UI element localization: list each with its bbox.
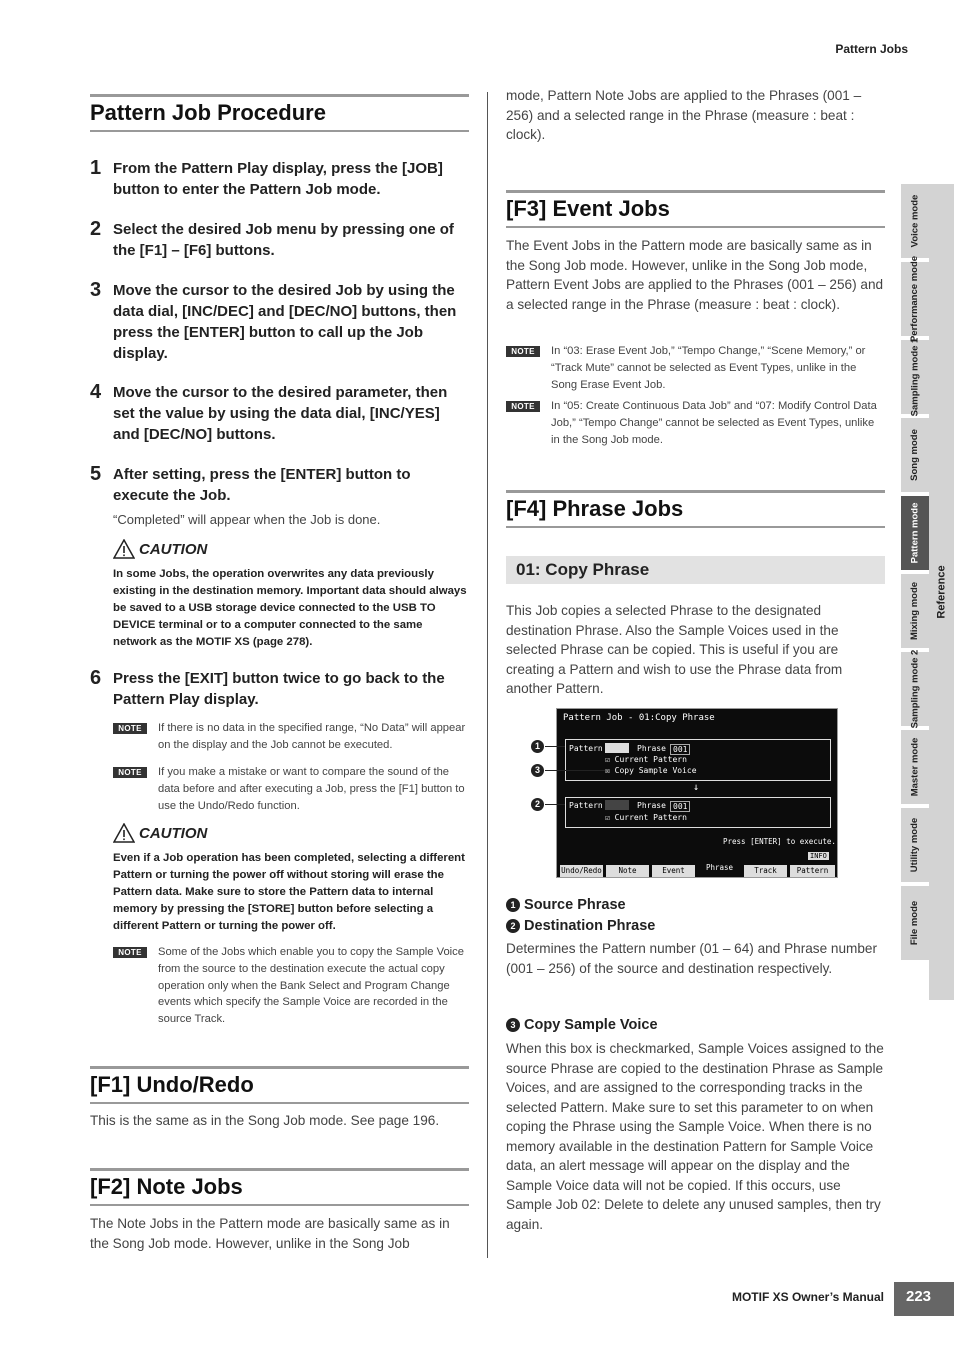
note-icon: NOTE <box>113 723 147 734</box>
section-title-f2: [F2] Note Jobs <box>90 1168 469 1206</box>
step-text: Select the desired Job menu by pressing one of the [F1] – [F6] buttons. <box>113 221 454 259</box>
side-tab-utility[interactable]: Utility mode <box>901 808 929 886</box>
lcd-dst-current-checkbox[interactable]: ☑ Current Pattern <box>605 813 687 822</box>
step-text: After setting, press the [ENTER] button to execute the Job. <box>113 466 411 504</box>
side-tab-sampling-2[interactable]: Sampling mode 2 <box>901 652 929 730</box>
lcd-src-current-checkbox[interactable]: ☑ Current Pattern <box>605 755 687 764</box>
step-number: 2 <box>90 218 102 240</box>
copy-phrase-body: This Job copies a selected Phrase to the designated destination Phrase. Also the Sample Voices used in the selected Phrase can be copied. This is useful if you are creating a Pattern and wish to use the Phrase data from another Pattern. <box>506 603 843 696</box>
caution-heading <box>113 823 207 843</box>
lcd-tab-note[interactable]: Note <box>606 865 649 877</box>
lcd-hint: Press [ENTER] to execute. <box>723 837 836 846</box>
step-number: 3 <box>90 279 102 301</box>
lcd-dst-pattern-label: Pattern <box>569 801 603 810</box>
copy-sample-body: When this box is checkmarked, Sample Voices assigned to the source Phrase are copied to the destination Phrase as Sample Voices, and are assigned to the corresponding tracks in the selected Pattern. Make sure to set this parameter to on when coping the Phrase using the Sample Voice. When there is no memory available in the destination Pattern for Sample Voice data, an alert message will appear on the display and the Sample Voice data will not be copied. If this occurs, use Sample Job 02: Delete to delete any unused samples, then try again. <box>506 1041 884 1232</box>
lcd-info-button[interactable]: INFO <box>810 852 827 860</box>
item-label: Source Phrase <box>524 897 626 913</box>
step-3 <box>90 280 469 364</box>
f2-body-continued: mode, Pattern Note Jobs are applied to the Phrases (001 – 256) and a selected range in the Phrase (measure : beat : clock). <box>506 88 862 142</box>
note <box>506 398 885 448</box>
note <box>113 944 469 1028</box>
step-text: Press the [EXIT] button twice to go back to the Pattern Play display. <box>113 670 445 708</box>
lcd-tab-event[interactable]: Event <box>652 865 695 877</box>
step-2 <box>90 219 469 261</box>
side-nav <box>901 184 929 964</box>
note <box>506 343 885 393</box>
step-number: 4 <box>90 381 102 403</box>
callout-2: 2 <box>531 798 544 811</box>
step-number: 6 <box>90 667 102 689</box>
note-icon: NOTE <box>506 346 540 357</box>
side-tab-file[interactable]: File mode <box>901 886 929 964</box>
step-number: 1 <box>90 157 102 179</box>
item-copy-sample-voice <box>506 1015 658 1036</box>
lcd-tab-track[interactable]: Track <box>744 865 787 877</box>
number-2-icon: 2 <box>506 919 520 933</box>
lcd-title: Pattern Job - 01:Copy Phrase <box>563 713 715 723</box>
section-title-f4: [F4] Phrase Jobs <box>506 490 885 528</box>
number-3-icon: 3 <box>506 1018 520 1032</box>
section-title-f3: [F3] Event Jobs <box>506 190 885 228</box>
callout-3: 3 <box>531 764 544 777</box>
step-text: Move the cursor to the desired Job by using the data dial, [INC/DEC] and [DEC/NO] buttons, then press the [ENTER] button to call up the Job display. <box>113 282 457 362</box>
subsection-title-copy-phrase: 01: Copy Phrase <box>506 556 885 584</box>
column-divider <box>487 92 488 1258</box>
callout-line <box>545 746 565 747</box>
caution-label: CAUTION <box>139 824 208 842</box>
lcd-tab-pattern[interactable]: Pattern <box>790 865 835 877</box>
note <box>113 764 469 814</box>
step-6 <box>90 668 469 710</box>
page-number: 223 <box>894 1282 954 1316</box>
step-text: From the Pattern Play display, press the [JOB] button to enter the Pattern Job mode. <box>113 160 443 198</box>
lcd-tab-phrase[interactable]: Phrase <box>698 862 741 874</box>
side-tab-pattern[interactable]: Pattern mode <box>901 496 929 574</box>
f3-body: The Event Jobs in the Pattern mode are basically same as in the Song Job mode. However, unlike in the Song Job mode, Pattern Event Jobs are applied to the Phrases (001 – 256) and a selected range in the Phrase (measure : beat : clock). <box>506 238 884 312</box>
phrase-items-body: Determines the Pattern number (01 – 64) and Phrase number (001 – 256) of the source and destination respectively. <box>506 941 878 976</box>
item-label: Destination Phrase <box>524 918 656 934</box>
caution-text: In some Jobs, the operation overwrites any data previously existing in the destination memory. Important data should always be saved to a USB storage device connected to the USB TO DEVICE terminal or to a computer connected to the same network as the MOTIF XS (page 278). <box>113 568 467 648</box>
step-1 <box>90 158 469 200</box>
step-number: 5 <box>90 463 102 485</box>
section-title-procedure: Pattern Job Procedure <box>90 94 469 132</box>
side-tab-master[interactable]: Master mode <box>901 730 929 808</box>
lcd-current-pattern-label: Current Pattern <box>614 755 687 764</box>
warning-icon <box>113 539 135 559</box>
side-tab-sampling-1[interactable]: Sampling mode 1 <box>901 340 929 418</box>
note-text: If there is no data in the specified range, “No Data” will appear on the display and the Job cannot be executed. <box>158 722 466 751</box>
caution-label: CAUTION <box>139 540 208 558</box>
side-tab-mixing[interactable]: Mixing mode <box>901 574 929 652</box>
note-text: Some of the Jobs which enable you to copy the Sample Voice from the source to the destination execute the actual copy operation only when the Bank Select and Program Change events which specify the Sample Voice are recorded in the source Track. <box>158 946 464 1026</box>
lcd-dst-phrase-value[interactable]: 001 <box>670 801 690 812</box>
side-tab-performance[interactable]: Performance mode <box>901 262 929 340</box>
lcd-dst-phrase-label: Phrase <box>637 801 666 810</box>
note-text: If you make a mistake or want to compare the sound of the data before and after executing a Job, press the [F1] button to use the Undo/Redo function. <box>158 766 465 812</box>
caution-heading <box>113 539 207 559</box>
lcd-screen <box>556 708 838 878</box>
lcd-src-phrase-value[interactable]: 001 <box>670 744 690 755</box>
section-title-f1: [F1] Undo/Redo <box>90 1066 469 1104</box>
note-icon: NOTE <box>113 947 147 958</box>
note-icon: NOTE <box>506 401 540 412</box>
f2-body: The Note Jobs in the Pattern mode are basically same as in the Song Job mode. However, unlike in the Song Job <box>90 1216 450 1251</box>
step-5-result: “Completed” will appear when the Job is done. <box>113 512 381 527</box>
reference-band <box>929 184 954 1000</box>
side-tab-song[interactable]: Song mode <box>901 418 929 496</box>
reference-label: Reference <box>935 565 948 619</box>
f1-body: This is the same as in the Song Job mode. See page 196. <box>90 1113 440 1128</box>
number-1-icon: 1 <box>506 898 520 912</box>
lcd-tab-undo-redo[interactable]: Undo/Redo <box>561 866 602 875</box>
warning-icon <box>113 823 135 843</box>
lcd-src-pattern-field[interactable] <box>605 743 629 753</box>
item-destination-phrase <box>506 916 655 937</box>
item-source-phrase <box>506 895 626 916</box>
callout-1: 1 <box>531 740 544 753</box>
footer-title: MOTIF XS Owner’s Manual <box>731 1290 884 1304</box>
callout-line <box>545 804 565 805</box>
note <box>113 720 469 754</box>
item-label: Copy Sample Voice <box>524 1017 658 1033</box>
callout-line <box>545 770 605 771</box>
lcd-copy-sample-label: Copy Sample Voice <box>614 766 697 775</box>
note-text: In “05: Create Continuous Data Job” and “07: Modify Control Data Job,” “Tempo Change” cannot be selected as Event Types, unlike in the Song Job mode. <box>551 400 877 446</box>
step-5 <box>90 464 469 506</box>
step-4 <box>90 382 469 445</box>
caution-text: Even if a Job operation has been completed, selecting a different Pattern or turning the power off without storing will erase the Pattern data. Make sure to store the Pattern data to internal memory by pressing the [STORE] button before selecting a different Pattern or turning the power off. <box>113 852 465 932</box>
note-text: In “03: Erase Event Job,” “Tempo Change,” “Scene Memory,” or “Track Mute” cannot be selected as Event Types, unlike in the Song Erase Event Job. <box>551 345 866 391</box>
lcd-dst-current-label: Current Pattern <box>614 813 687 822</box>
lcd-src-pattern-label: Pattern <box>569 744 603 753</box>
down-arrow-icon: ↓ <box>693 782 700 793</box>
lcd-dst-pattern-field[interactable] <box>605 800 629 810</box>
running-head: Pattern Jobs <box>835 42 908 56</box>
note-icon: NOTE <box>113 767 147 778</box>
lcd-copy-sample-checkbox[interactable]: ☒ Copy Sample Voice <box>605 766 697 775</box>
lcd-src-phrase-label: Phrase <box>637 744 666 753</box>
step-text: Move the cursor to the desired parameter, then set the value by using the data dial, [INC/YES] and [DEC/NO] buttons. <box>113 384 448 443</box>
side-tab-voice[interactable]: Voice mode <box>901 184 929 262</box>
